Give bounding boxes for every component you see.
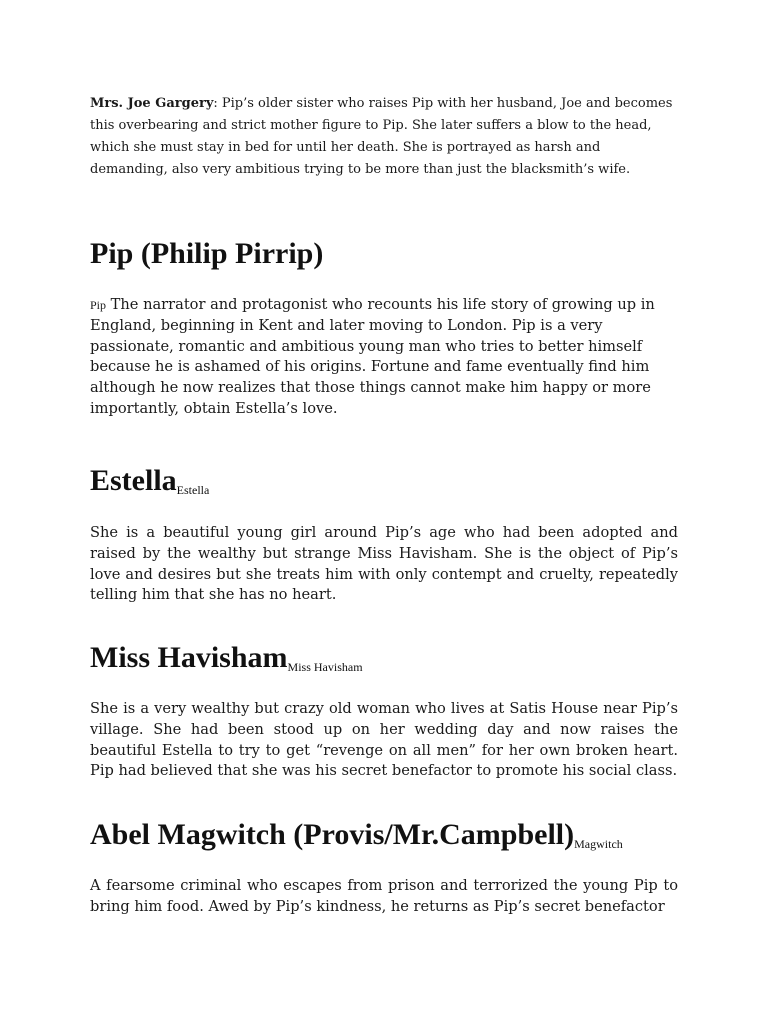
- character-name-mrs-joe: Mrs. Joe Gargery: [90, 96, 214, 111]
- intro-text: : Pip’s older sister who raises Pip with her husband, Joe and becomes this overbearing and strict mother figure to Pip. She later suffers a blow to the head, which she must stay in bed for until her death. She is portrayed as harsh and demanding, also very ambitious trying to be more than just the blacksmith’s wife.: [90, 96, 673, 177]
- heading-magwitch: [90, 817, 623, 858]
- heading-pip-text: Pip (Philip Pirrip): [90, 237, 324, 270]
- heading-magwitch-tag: Magwitch: [574, 837, 623, 851]
- paragraph-estella: [90, 523, 678, 606]
- heading-estella-tag: Estella: [176, 483, 210, 497]
- heading-estella: [90, 463, 209, 504]
- heading-miss-havisham-text: Miss Havisham: [90, 641, 288, 674]
- heading-estella-text: Estella: [90, 464, 177, 497]
- paragraph-estella-text: She is a beautiful young girl around Pip’s age who had been adopted and raised by the wealthy but strange Miss Havisham. She is the object of Pip’s love and desires but she treats him with only contempt and cruelty, repeatedly telling him that she has no heart.: [90, 524, 678, 604]
- paragraph-miss-havisham: [90, 699, 678, 782]
- paragraph-magwitch: [90, 876, 678, 918]
- heading-miss-havisham-tag: Miss Havisham: [287, 660, 363, 674]
- paragraph-pip: [90, 295, 678, 420]
- paragraph-pip-tag: Pip: [90, 298, 107, 312]
- paragraph-pip-text: The narrator and protagonist who recounts his life story of growing up in England, beginning in Kent and later moving to London. Pip is a very passionate, romantic and ambitious young man who tries to better himself because he is ashamed of his origins. Fortune and fame eventually find him although he now realizes that those things cannot make him happy or more importantly, obtain Estella’s love.: [90, 296, 655, 417]
- intro-paragraph: [90, 93, 678, 181]
- heading-pip: [90, 236, 323, 272]
- paragraph-magwitch-text: A fearsome criminal who escapes from prison and terrorized the young Pip to bring him food. Awed by Pip’s kindness, he returns as Pip’s secret benefactor: [90, 877, 678, 915]
- heading-magwitch-text: Abel Magwitch (Provis/Mr.Campbell): [90, 818, 575, 851]
- paragraph-miss-havisham-text: She is a very wealthy but crazy old woman who lives at Satis House near Pip’s village. She had been stood up on her wedding day and now raises the beautiful Estella to try to get “revenge on all men” for her own broken heart. Pip had believed that she was his secret benefactor to promote his social class.: [90, 700, 678, 780]
- heading-miss-havisham: [90, 640, 363, 681]
